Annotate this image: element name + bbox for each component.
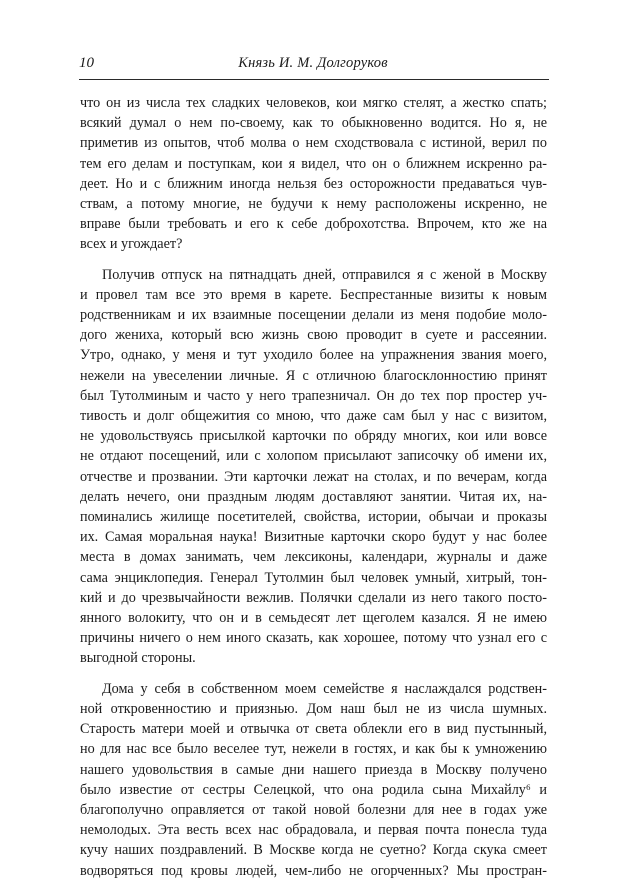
- paragraph-2: [80, 265, 547, 669]
- paragraph-1: [80, 93, 547, 255]
- text-line: янного волокиту, что он и в семьдесят лет щеголем казался. Я не имею: [80, 610, 547, 627]
- text-line: причины ничего о нем иного сказать, как хорошее, потому что узнал его с: [80, 630, 547, 647]
- text-line: тем его делам и поступкам, кои я видел, что он о ближнем искренно ра-: [80, 155, 547, 172]
- text-line: ной откровенностию и приязнью. Дом наш был не из числа шумных.: [80, 700, 547, 717]
- text-line: сама энциклопедия. Генерал Тутолмин был человек умный, хитрый, тон-: [80, 569, 547, 586]
- text-line: Старость матери моей и отвычка от света облекли его в вид пустынный,: [80, 721, 547, 738]
- header-rule: [79, 79, 549, 80]
- text-line: водворяться под кровы людей, чем-либо не огорченных? Мы простран-: [80, 862, 547, 879]
- text-line: благополучно оправляется от такой новой болезни для нее в годах уже: [80, 801, 547, 818]
- text-line: выгодной стороны.: [80, 650, 196, 667]
- page-number: 10: [79, 55, 94, 71]
- text-line: их. Самая моральная наука! Визитные карточки скоро будут у нас более: [80, 529, 547, 546]
- text-line: Утро, однако, у меня и тут уходило более на упражнения звания моего,: [80, 347, 547, 364]
- paragraph-gap: [80, 669, 547, 679]
- text-line: вправе были требовать и его к себе доброхотства. Впрочем, кто же на: [80, 216, 547, 233]
- text-line: приметив из опытов, чтоб молва о нем сходствовала с истиной, верил по: [80, 135, 547, 152]
- text-line: Получив отпуск на пятнадцать дней, отправился я с женой в Москву: [102, 266, 547, 283]
- text-line: ствам, а потому многие, не будучи к нему расположены искренно, не: [80, 196, 547, 213]
- paragraph-gap: [80, 255, 547, 265]
- text-line: нашего удовольствия в самые дни нашего приезда в Москву получено: [80, 761, 547, 778]
- text-line: нежели на увеселении личные. Я с отличною благосклонностию принят: [80, 367, 547, 384]
- paragraph-3: [80, 679, 547, 881]
- text-line: кий и до чрезвычайности вежлив. Полячки сделали из него такого посто-: [80, 589, 547, 606]
- text-line: кучу наших поздравлений. В Москве когда не суетно? Когда скука смеет: [80, 842, 547, 859]
- text-line: не удовольствуясь присылкой карточки по обряду многих, кои или вовсе: [80, 428, 547, 445]
- page-header: [79, 53, 547, 77]
- text-line: всякий думал о нем по-своему, как то обыкновенно водится. Но я, не: [80, 115, 547, 132]
- text-line: и провел там все это время в карете. Беспрестанные визиты к новым: [80, 286, 547, 303]
- text-line: поминались жилище посетителей, свойства, истории, обычаи и проказы: [80, 509, 547, 526]
- body-text: [80, 93, 547, 881]
- text-line: места в домах занимать, чем лексиконы, календари, журналы и даже: [80, 549, 547, 566]
- text-line: делать нечего, они праздным людям доставляют занятии. Читая их, на-: [80, 488, 547, 505]
- text-line: деет. Но и с ближним иногда нельзя без осторожности предаваться чув-: [80, 175, 547, 192]
- text-line: всех и угождает?: [80, 236, 183, 253]
- text-line: дого жениха, который всю жизнь свою проводит в суете и рассеянии.: [80, 327, 547, 344]
- text-line: родственникам и их взаимные посещении делали из меня подобие моло-: [80, 307, 547, 324]
- text-line: было известие от сестры Селецкой, что она родила сына Михайлу⁶ и: [80, 781, 547, 798]
- text-line: Дома у себя в собственном моем семействе я наслаждался родствен-: [102, 680, 547, 697]
- text-line: немолодых. Эта весть всех нас обрадовала, и первая почта понесла туда: [80, 822, 547, 839]
- text-line: но для нас все было веселее тут, нежели в гостях, и как бы к умножению: [80, 741, 547, 758]
- text-line: был Тутолминым и часто у него трапезничал. Он до тех пор простер уч-: [80, 387, 547, 404]
- text-line: не отдают посещений, или с холопом присылают записочку об имени их,: [80, 448, 547, 465]
- text-line: что он из числа тех сладких человеков, кои мягко стелят, а жестко спать;: [80, 95, 547, 111]
- text-line: тивость и долг общежития со мною, что даже сам был у нас с визитом,: [80, 408, 547, 425]
- text-line: отчестве и прозвании. Эти карточки лежат на столах, и по вечерам, когда: [80, 468, 547, 485]
- running-title: Князь И. М. Долгоруков: [238, 55, 388, 71]
